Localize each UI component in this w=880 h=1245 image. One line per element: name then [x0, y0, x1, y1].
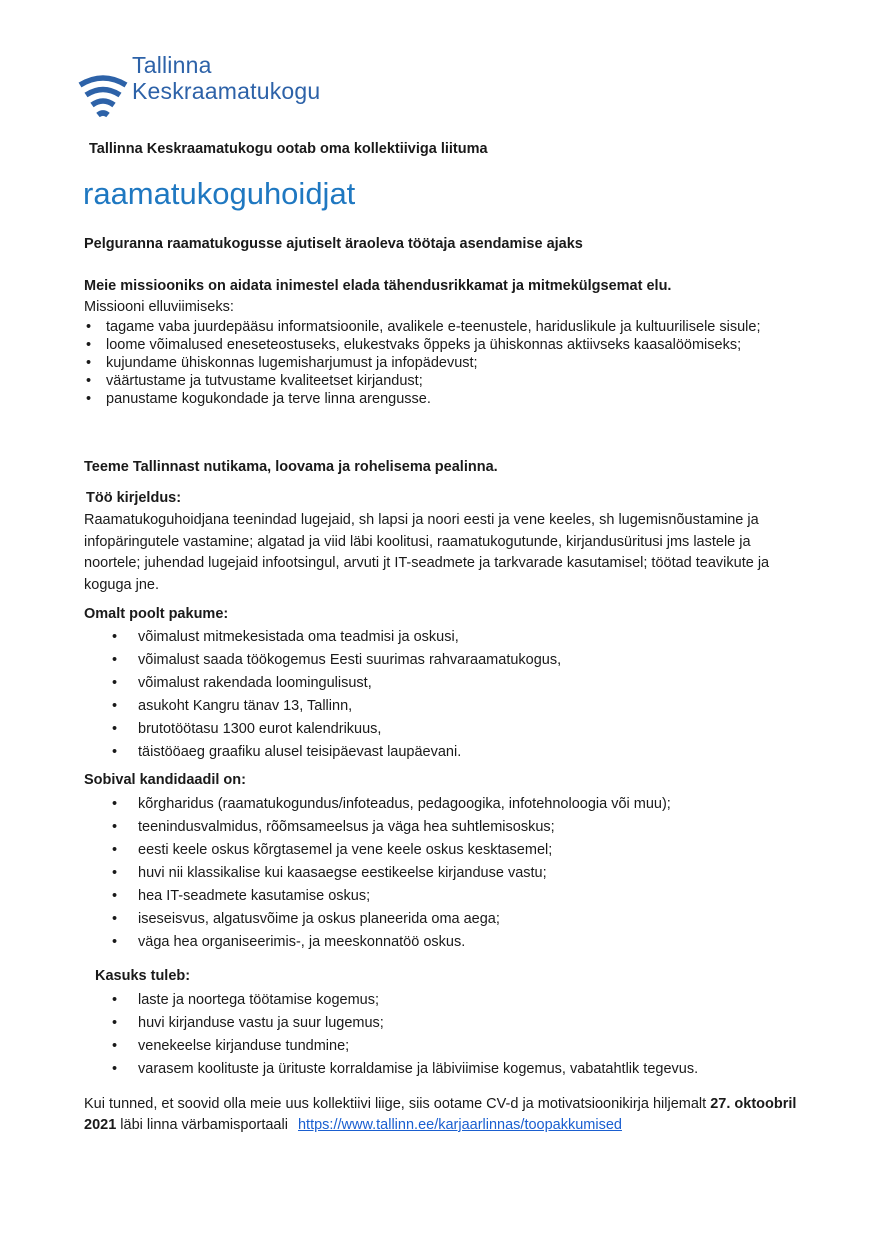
list-item: • tagame vaba juurdepääsu informatsioonile, avalikele e-teenustele, hariduslikule ja kultuurilisele sisule; — [84, 318, 798, 336]
list-item: • eesti keele oskus kõrgtasemel ja vene keele oskus kesktasemel; — [110, 839, 671, 862]
requirements-heading: Sobival kandidaadil on: — [84, 772, 246, 788]
intro-text: Tallinna Keskraamatukogu ootab oma kollektiiviga liituma — [89, 141, 488, 157]
offer-heading: Omalt poolt pakume: — [84, 606, 229, 622]
job-description-text: Raamatukoguhoidjana teenindad lugejaid, sh lapsi ja noori eesti ja vene keeles, sh lugemisnõustamine ja infopäringutele vastamine; algatad ja viid läbi koolitusi, raamatukogutunde, kirjandusüritusi jms lastele ja noortele; juhendad lugejaid infootsingul, arvuti jt IT-seadmete ja tarkvarade kasutamisel; töötad teavikute ja koguga jne. — [84, 512, 770, 593]
list-item: • kujundame ühiskonnas lugemisharjumust ja infopädevust; — [84, 354, 798, 372]
list-item: • asukoht Kangru tänav 13, Tallinn, — [110, 695, 561, 718]
job-description-heading: Töö kirjeldus: — [86, 490, 182, 506]
list-item: • võimalust rakendada loomingulisust, — [110, 672, 561, 695]
list-item: • võimalust saada töökogemus Eesti suurimas rahvaraamatukogus, — [110, 649, 561, 672]
list-item: • varasem koolituste ja ürituste korraldamise ja läbiviimise kogemus, vabatahtlik tegevus. — [110, 1058, 698, 1081]
mission-heading: Meie missiooniks on aidata inimestel elada tähendusrikkamat ja mitmekülgsemat elu. — [84, 278, 672, 294]
requirements-list — [110, 793, 671, 954]
list-item: • täistööaeg graafiku alusel teisipäevast laupäevani. — [110, 741, 561, 764]
list-item: • venekeelse kirjanduse tundmine; — [110, 1035, 698, 1058]
application-deadline: 27. oktoobril 2021 — [84, 1096, 797, 1133]
closing-portal-text: läbi linna värbamisportaali — [120, 1117, 288, 1133]
list-item: • väga hea organiseerimis-, ja meeskonnatöö oskus. — [110, 931, 671, 954]
logo-line-2: Keskraamatukogu — [132, 78, 321, 104]
list-item: • väärtustame ja tutvustame kvaliteetset kirjandust; — [84, 372, 798, 390]
logo-line-1: Tallinna — [132, 52, 212, 78]
list-item: • kõrgharidus (raamatukogundus/infoteadus, pedagoogika, infotehnoloogia või muu); — [110, 793, 671, 816]
advantages-heading: Kasuks tuleb: — [95, 968, 191, 984]
list-item: • huvi nii klassikalise kui kaasaegse eestikeelse kirjanduse vastu; — [110, 862, 671, 885]
list-item: • loome võimalused eneseteostuseks, elukestvaks õppeks ja ühiskonnas aktiivseks kaasalöömiseks; — [84, 336, 798, 354]
closing-paragraph — [84, 1094, 804, 1136]
offer-list — [110, 626, 561, 764]
closing-text: Kui tunned, et soovid olla meie uus kollektiivi liige, siis ootame CV-d ja motivatsioonikirja hiljemalt — [84, 1096, 707, 1112]
recruitment-portal-link[interactable]: https://www.tallinn.ee/karjaarlinnas/toopakkumised — [297, 1117, 622, 1133]
mission-lead: Missiooni elluviimiseks: — [84, 299, 234, 315]
job-title: raamatukoguhoidjat — [83, 176, 356, 211]
list-item: • laste ja noortega töötamise kogemus; — [110, 989, 698, 1012]
mission-list — [84, 318, 798, 408]
list-item: • võimalust mitmekesistada oma teadmisi ja oskusi, — [110, 626, 561, 649]
list-item: • teenindusvalmidus, rõõmsameelsus ja väga hea suhtlemisoskus; — [110, 816, 671, 839]
list-item: • huvi kirjanduse vastu ja suur lugemus; — [110, 1012, 698, 1035]
subtitle: Pelguranna raamatukogusse ajutiselt äraoleva töötaja asendamise ajaks — [84, 236, 583, 252]
list-item: • hea IT-seadmete kasutamise oskus; — [110, 885, 671, 908]
list-item: • panustame kogukondade ja terve linna arengusse. — [84, 390, 798, 408]
vision-statement: Teeme Tallinnast nutikama, loovama ja rohelisema pealinna. — [84, 459, 498, 475]
list-item: • iseseisvus, algatusvõime ja oskus planeerida oma aega; — [110, 908, 671, 931]
library-logo — [78, 52, 358, 122]
wifi-signal-icon — [78, 72, 128, 122]
advantages-list — [110, 989, 698, 1081]
list-item: • brutotöötasu 1300 eurot kalendrikuus, — [110, 718, 561, 741]
